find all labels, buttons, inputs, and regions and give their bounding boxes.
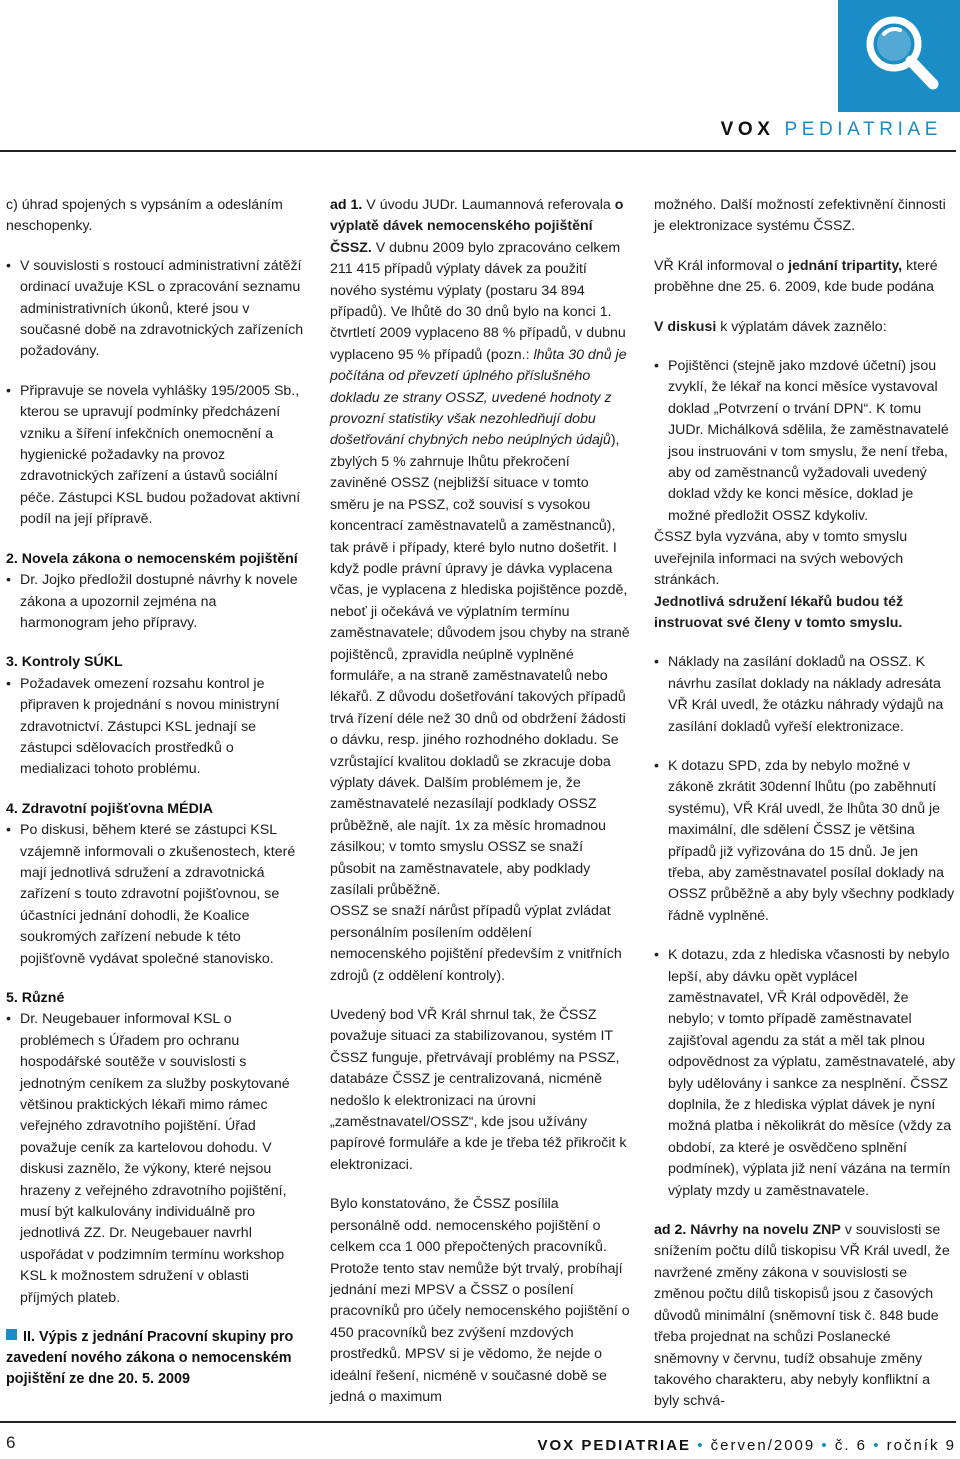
column-3 [654,195,956,1413]
paragraph: V diskusi k výplatám dávek zaznělo: [654,318,887,335]
logo [838,0,960,112]
header-rule [0,150,956,152]
paragraph: ad 2. Návrhy na novelu ZNP v souvislosti se snížením počtu dílů tiskopisu VŘ Král uvedl, že navržené změny zákona v souvislosti se změnou počtu dílů tiskopisů jsou z časových důvodů minimální (sněmovní tisk č. 848 bude třeba projednat na schůzi Poslanecké sněmovny v červnu, tudíž obsahuje změny takového charakteru, aby nebyly konfliktní a byly schvá- [654,1222,950,1410]
section-heading: 4. Zdravotní pojišťovna MÉDIA [6,800,214,817]
paragraph: c) úhrad spojených s vypsáním a odesláním neschopenky. [6,197,283,235]
paragraph: možného. Další možností zefektivnění činnosti je elektronizace systému ČSSZ. [654,197,946,235]
footer-info: VOX PEDIATRIAE • červen/2009 • č. 6 • ročník 9 [537,1437,956,1454]
section-heading: 5. Různé [6,990,65,1006]
footer-rule [0,1421,956,1423]
list-item: • Pojištěnci (stejně jako mzdové účetní) jsou zvyklí, že lékař na konci měsíce vystavoval doklad „Potvrzení o trvání DPN“. K tomu JUDr. Michálková sdělila, že zaměstnavatelé jsou instruováni v tom smyslu, že není třeba, aby od zaměstnanců vyžadovali uvedený doklad vždy ke konci měsíce, doklad je možné předložit OSSZ kdykoliv. [654,358,949,524]
list-item: • Připravuje se novela vyhlášky 195/2005 Sb., kterou se upravují podmínky předcházení vzniku a šíření infekčních onemocnění a hygienické požadavky na provoz zdravotnických zařízení a ústavů sociální péče. Zástupci KSL budou požadovat aktivní podíl na její přípravě. [6,382,301,528]
list-item: • K dotazu SPD, zda by nebylo možné v zákoně zkrátit 30denní lhůtu (po zaběhnutí systému), VŘ Král uvedl, že lhůta 30 dnů je maximální, dle sdělení ČSSZ je většina případů již vyřizována do 15 dnů. Je jen třeba, aby zaměstnavatel posílal doklady na OSSZ průběžně a aby byly všechny podklady řádně vyplněné. [654,757,955,924]
list-item: • K dotazu, zda z hlediska včasnosti by nebylo lepší, aby dávku opět vyplácel zaměstnavatel, VŘ Král odpověděl, že nebylo; v tomto případě zaměstnavatel zajišťoval agendu za stát a měl tak plnou odpovědnost za výplatu, zaměstnavatelé, aby byly udělovány i sankce za nesplnění. ČSSZ doplnila, že z hlediska výplat dávek je nyní možná platba i několikrát do měsíce (vždy za období, za které je osvědčeno splnění podmínek), výplata již není vázána na termín výplaty mzdy u zaměstnavatele. [654,947,956,1199]
list-item: • Dr. Neugebauer informoval KSL o problémech s Úřadem pro ochranu hospodářské soutěže v souvislosti s jednotným ceníkem za služby poskytované většinou praktických lékaři mimo rámec veřejného zdravotního pojištění. Úřad považuje ceník za kartelovou dohodu. V diskusi zaznělo, že výkony, které nejsou hrazeny z veřejného zdravotního pojištění, musí být kalkulovány individuálně pro jednotlivá ZZ. Dr. Neugebauer navrhl uspořádat v podzimním termínu workshop KSL k možnostem sdružení v oblasti příjmých plateb. [6,1011,290,1306]
column-1 [6,195,306,1390]
paragraph: ČSSZ byla vyzvána, aby v tomto smyslu uveřejnila informaci na svých webových stránkách. [654,529,908,589]
page-number: 6 [6,1433,16,1452]
list-item: • Po diskusi, během které se zástupci KSL vzájemně informovali o zkušenostech, které mají jednotlivá sdružení a zdravotnická zařízení s touto zdravotní pojišťovnou, se účastníci jednání dohodli, že Koalice soukromých zařízení nebude k této pojišťovně vydávat společné stanovisko. [6,822,296,967]
magnifier-icon [838,0,960,112]
column-2 [330,195,630,1408]
paragraph: ad 1. V úvodu JUDr. Laumannová referovala o výplatě dávek nemocenského pojištění ČSSZ. V dubnu 2009 bylo zpracováno celkem 211 415 případů výplaty dávek za použití nového systému výplaty (postaru 34 894 případů). Ve lhůtě do 30 dnů bylo na konci 1. čtvrtletí 2009 vyplaceno 88 % případů, v dubnu vyplaceno 95 % případů (pozn.: lhůta 30 dnů je počítána od převzetí úplného příslušného dokladu ze strany OSSZ, uvedené hodnoty z provozní statistiky však nezohledňují dobu došetřování chybných nebo neúplných údajů), zbylých 5 % zahrnuje lhůtu překročení zaviněné OSSZ (nejbližší situace v tomto směru je na PSSZ, což souvisí s vysokou koncentrací zaměstnavatelů a zaměstnanců), tak právě i případy, které bylo nutno došetřit. I když podle právní úpravy je dávka vyplacena včas, je vyplacena z hlediska pojištěnce pozdě, neboť ji očekává ve výplatním termínu zaměstnavatele; důvodem jsou chyby na straně pojištěnců, zpravidla neúplně vyplněné formuláře, a na straně zaměstnavatelů nebo lékařů. Z důvodu došetřování takových případů trvá řízení déle než 30 dnů od obdržení žádosti o dávku, resp. jiného rozhodného dokladu. Se vzrůstající kvalitou dokladů se zkracuje doba výplaty dávek. Dalším problémem je, že zaměstnavatelé nezasílají podklady OSSZ průběžně, ale najít. 1x za měsíc hromadnou zásilkou; v tomto smyslu OSSZ se snaží působit na zaměstnavatele, aby podklady zasílali průběžně. [330,197,630,898]
paragraph: OSSZ se snaží nárůst případů výplat zvládat personálním posílením oddělení nemocenského pojištění především z vnitřních zdrojů (z oddělení kontroly). [330,903,622,984]
list-item: • Náklady na zasílání dokladů na OSSZ. K návrhu zasílat doklady na náklady adresáta VŘ Král uvedl, že otázku náhrady výdajů na zasílání dokladů vyřeší elektronizace. [654,654,944,735]
paragraph: Uvedený bod VŘ Král shrnul tak, že ČSSZ považuje situaci za stabilizovanou, systém IT ČSSZ funguje, přetrvávají problémy na PSSZ, databáze ČSSZ je centralizovaná, nicméně nedošlo k elektronizaci na úrovni „zaměstnavatel/OSSZ“, kde jsou užívány papírové formuláře a kde je třeba též přikročit k elektronizaci. [330,1007,627,1173]
list-item: • Požadavek omezení rozsahu kontrol je připraven k projednání s novou ministryní zdravotnictví. Zástupci KSL jednají se zástupci sdělovacích prostředků o medializaci tohoto problému. [6,675,280,778]
paragraph: Bylo konstatováno, že ČSSZ posílila personálně odd. nemocenského pojištění o celkem cca 1 000 přepočtených pracovníků. Protože tento stav nemůže být trvalý, probíhají jednání mezi MPSV a ČSSZ o posílení pracovníků pro účely nemocenského pojištění o 450 pracovníků bez zvýšení mzdových prostředků. MPSV si je vědomo, že nejde o ideální řešení, nicméně v současné době se jedná o maximum [330,1196,630,1405]
section-title: II. Výpis z jednání Pracovní skupiny pro zavedení nového zákona o nemocenském pojištění ze dne 20. 5. 2009 [6,1329,294,1388]
square-bullet-icon [6,1329,17,1340]
journal-title: VOX PEDIATRIAE [720,119,942,140]
paragraph: VŘ Král informoval o jednání tripartity, které proběhne dne 25. 6. 2009, kde bude podána [654,257,938,296]
list-item: • Dr. Jojko předložil dostupné návrhy k novele zákona a upozornil zejména na harmonogram jeho přípravy. [6,572,298,631]
paragraph: Jednotlivá sdružení lékařů budou též instruovat své členy v tomto smyslu. [654,593,904,631]
list-item: • V souvislosti s rostoucí administrativní zátěží ordinací uvažuje KSL o zpracování seznamu administrativních úkonů, které jsou v současné době na zdravotnických zařízeních požadovány. [6,257,304,360]
section-heading: 2. Novela zákona o nemocenském pojištění [6,550,298,567]
section-heading: 3. Kontroly SÚKL [6,654,123,671]
